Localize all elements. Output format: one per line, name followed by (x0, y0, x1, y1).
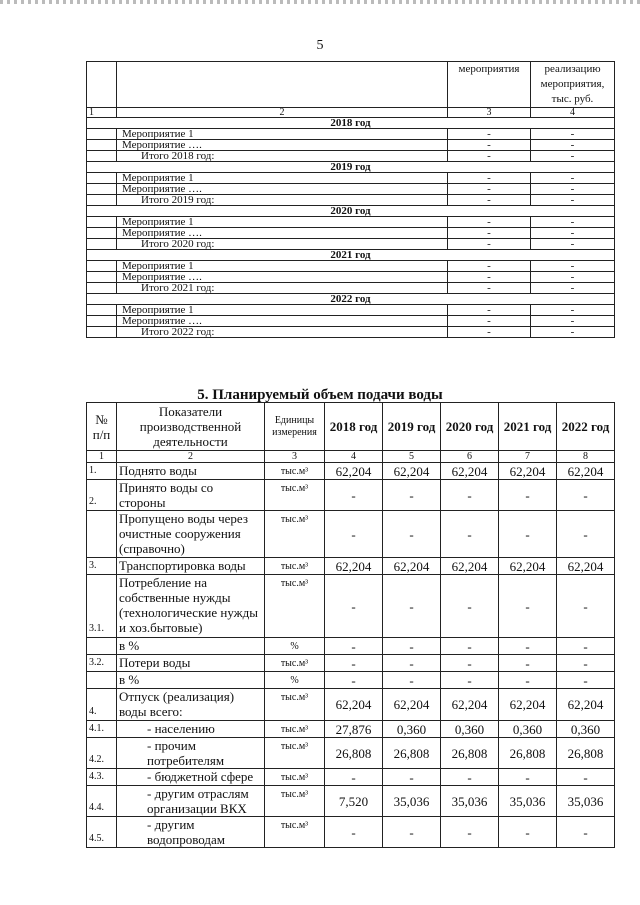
year-group-row (87, 250, 615, 261)
measure-count: - (448, 217, 531, 228)
column-number: 2 (117, 108, 448, 118)
indicator-name: Потери воды (117, 655, 265, 672)
measure-row (87, 228, 615, 239)
value-cell: 62,204 (499, 463, 557, 480)
indicator-name: - населению (117, 721, 265, 738)
measure-cost: - (531, 173, 615, 184)
measure-count: - (448, 184, 531, 195)
measure-row (87, 195, 615, 206)
header-year-2021: 2021 год (499, 403, 557, 451)
value-cell: 62,204 (499, 689, 557, 721)
unit-cell: % (265, 638, 325, 655)
unit-cell: % (265, 672, 325, 689)
value-cell: 35,036 (383, 786, 441, 817)
value-cell: - (441, 511, 499, 558)
measure-count: - (448, 173, 531, 184)
value-cell: - (383, 769, 441, 786)
measure-row (87, 184, 615, 195)
value-cell: - (441, 480, 499, 511)
value-cell: 35,036 (557, 786, 615, 817)
header-measures: мероприятия (448, 62, 531, 108)
year-label: 2019 год (87, 162, 615, 173)
column-number: 3 (265, 451, 325, 463)
year-group-row (87, 294, 615, 305)
value-cell: 0,360 (383, 721, 441, 738)
value-cell: 35,036 (441, 786, 499, 817)
measure-row (87, 283, 615, 294)
row-number: 4.2. (87, 738, 117, 769)
measure-index (87, 195, 117, 206)
measure-index (87, 151, 117, 162)
measure-cost: - (531, 327, 615, 338)
unit-cell: тыс.м³ (265, 575, 325, 638)
column-number: 2 (117, 451, 265, 463)
indicator-row (87, 769, 615, 786)
indicator-name: Пропущено воды через очистные сооружения (справочно) (117, 511, 265, 558)
measure-count: - (448, 327, 531, 338)
row-number: 3.1. (87, 575, 117, 638)
measure-cost: - (531, 316, 615, 327)
value-cell: 62,204 (441, 463, 499, 480)
header-year-2019: 2019 год (383, 403, 441, 451)
indicator-name: Принято воды со стороны (117, 480, 265, 511)
measure-row (87, 316, 615, 327)
value-cell: - (325, 480, 383, 511)
value-cell: 62,204 (325, 689, 383, 721)
unit-cell: тыс.м³ (265, 558, 325, 575)
value-cell: 0,360 (441, 721, 499, 738)
measure-count: - (448, 140, 531, 151)
header-year-2018: 2018 год (325, 403, 383, 451)
row-number (87, 638, 117, 655)
measure-label: Мероприятие …. (117, 184, 448, 195)
unit-cell: тыс.м³ (265, 511, 325, 558)
value-cell: - (499, 511, 557, 558)
measure-label: Мероприятие …. (117, 228, 448, 239)
value-cell: 0,360 (557, 721, 615, 738)
indicator-row (87, 786, 615, 817)
measure-label: Мероприятие 1 (117, 217, 448, 228)
measure-count: - (448, 305, 531, 316)
column-number: 8 (557, 451, 615, 463)
column-number: 4 (531, 108, 615, 118)
page-number: 5 (316, 38, 324, 53)
value-cell: - (499, 575, 557, 638)
measure-count: - (448, 228, 531, 239)
row-number (87, 672, 117, 689)
indicator-row (87, 463, 615, 480)
column-number: 1 (87, 451, 117, 463)
unit-cell: тыс.м³ (265, 721, 325, 738)
measure-row (87, 217, 615, 228)
value-cell: - (383, 672, 441, 689)
year-label: 2022 год (87, 294, 615, 305)
row-number: 1. (87, 463, 117, 480)
indicator-row (87, 511, 615, 558)
unit-cell: тыс.м³ (265, 480, 325, 511)
indicator-row (87, 817, 615, 848)
measure-row (87, 261, 615, 272)
value-cell: - (499, 817, 557, 848)
measure-count: - (448, 283, 531, 294)
header-unit: Единицы измерения (265, 403, 325, 451)
measure-count: - (448, 272, 531, 283)
measure-label: Мероприятие …. (117, 316, 448, 327)
row-number: 4.5. (87, 817, 117, 848)
value-cell: - (557, 817, 615, 848)
measure-row (87, 129, 615, 140)
section-title: 5. Планируемый объем подачи воды (197, 387, 443, 403)
value-cell: 27,876 (325, 721, 383, 738)
header-implementation-cost: реализацию мероприятия, тыс. руб. (531, 62, 615, 108)
measure-row (87, 140, 615, 151)
measure-total-label: Итого 2021 год: (117, 283, 448, 294)
measure-cost: - (531, 239, 615, 250)
measure-label: Мероприятие 1 (117, 305, 448, 316)
value-cell: 62,204 (383, 558, 441, 575)
row-number: 4.4. (87, 786, 117, 817)
measure-index (87, 140, 117, 151)
measure-label: Мероприятие 1 (117, 261, 448, 272)
row-number: 3. (87, 558, 117, 575)
value-cell: - (441, 638, 499, 655)
measure-index (87, 184, 117, 195)
header-year-2022: 2022 год (557, 403, 615, 451)
column-number: 3 (448, 108, 531, 118)
measure-row (87, 327, 615, 338)
value-cell: 62,204 (325, 558, 383, 575)
value-cell: - (325, 817, 383, 848)
value-cell: 62,204 (557, 689, 615, 721)
year-label: 2020 год (87, 206, 615, 217)
value-cell: - (383, 575, 441, 638)
value-cell: 62,204 (557, 463, 615, 480)
measures-table (86, 61, 615, 338)
indicator-row (87, 638, 615, 655)
measure-index (87, 228, 117, 239)
measure-index (87, 173, 117, 184)
year-label: 2018 год (87, 118, 615, 129)
value-cell: 26,808 (499, 738, 557, 769)
unit-cell: тыс.м³ (265, 786, 325, 817)
measure-cost: - (531, 195, 615, 206)
value-cell: - (383, 480, 441, 511)
indicator-name: Транспортировка воды (117, 558, 265, 575)
value-cell: - (383, 638, 441, 655)
unit-cell: тыс.м³ (265, 463, 325, 480)
year-group-row (87, 118, 615, 129)
value-cell: - (557, 672, 615, 689)
indicator-name: Поднято воды (117, 463, 265, 480)
year-label: 2021 год (87, 250, 615, 261)
indicator-row (87, 480, 615, 511)
indicator-row (87, 689, 615, 721)
indicator-name: в % (117, 638, 265, 655)
value-cell: - (383, 655, 441, 672)
value-cell: 26,808 (441, 738, 499, 769)
value-cell: - (557, 480, 615, 511)
value-cell: - (557, 655, 615, 672)
row-number: 3.2. (87, 655, 117, 672)
measure-index (87, 316, 117, 327)
unit-cell: тыс.м³ (265, 738, 325, 769)
unit-cell: тыс.м³ (265, 817, 325, 848)
row-number: 4. (87, 689, 117, 721)
measure-cost: - (531, 217, 615, 228)
value-cell: 62,204 (441, 558, 499, 575)
indicator-name: - бюджетной сфере (117, 769, 265, 786)
measure-label: Мероприятие 1 (117, 173, 448, 184)
value-cell: - (325, 511, 383, 558)
value-cell: 7,520 (325, 786, 383, 817)
measure-count: - (448, 195, 531, 206)
measure-cost: - (531, 151, 615, 162)
indicator-name: в % (117, 672, 265, 689)
value-cell: - (499, 480, 557, 511)
measure-row (87, 151, 615, 162)
indicator-name: Потребление на собственные нужды (технологические нужды и хоз.бытовые) (117, 575, 265, 638)
value-cell: 26,808 (557, 738, 615, 769)
indicator-name: - другим отраслям организации ВКХ (117, 786, 265, 817)
row-number: 4.3. (87, 769, 117, 786)
indicator-row (87, 655, 615, 672)
value-cell: - (383, 817, 441, 848)
measure-index (87, 239, 117, 250)
value-cell: 62,204 (499, 558, 557, 575)
measure-cost: - (531, 283, 615, 294)
measure-index (87, 283, 117, 294)
measure-index (87, 129, 117, 140)
indicator-row (87, 575, 615, 638)
measure-cost: - (531, 272, 615, 283)
column-number: 7 (499, 451, 557, 463)
water-column-numbers (87, 451, 615, 463)
value-cell: 62,204 (383, 689, 441, 721)
indicator-row (87, 672, 615, 689)
indicator-row (87, 738, 615, 769)
measure-row (87, 239, 615, 250)
measure-count: - (448, 261, 531, 272)
value-cell: 0,360 (499, 721, 557, 738)
value-cell: - (557, 769, 615, 786)
value-cell: - (499, 638, 557, 655)
header-cell (117, 62, 448, 108)
value-cell: 62,204 (441, 689, 499, 721)
value-cell: - (499, 769, 557, 786)
row-number: 2. (87, 480, 117, 511)
measure-total-label: Итого 2022 год: (117, 327, 448, 338)
measure-row (87, 272, 615, 283)
year-group-row (87, 206, 615, 217)
measure-label: Мероприятие …. (117, 140, 448, 151)
indicator-name: - другим водопроводам (117, 817, 265, 848)
column-number: 1 (87, 108, 117, 118)
measure-index (87, 305, 117, 316)
measure-count: - (448, 239, 531, 250)
value-cell: - (557, 511, 615, 558)
measure-cost: - (531, 228, 615, 239)
value-cell: 26,808 (325, 738, 383, 769)
value-cell: - (383, 511, 441, 558)
value-cell: - (499, 672, 557, 689)
value-cell: - (325, 638, 383, 655)
measure-cost: - (531, 305, 615, 316)
measure-label: Мероприятие …. (117, 272, 448, 283)
column-number: 4 (325, 451, 383, 463)
water-header-row (87, 403, 615, 451)
value-cell: - (557, 638, 615, 655)
header-num: № п/п (87, 403, 117, 451)
measure-total-label: Итого 2018 год: (117, 151, 448, 162)
value-cell: 35,036 (499, 786, 557, 817)
measures-header-row (87, 62, 615, 108)
column-number: 6 (441, 451, 499, 463)
measure-index (87, 272, 117, 283)
measure-cost: - (531, 261, 615, 272)
measure-cost: - (531, 140, 615, 151)
measure-cost: - (531, 184, 615, 195)
measure-row (87, 173, 615, 184)
measure-index (87, 327, 117, 338)
scan-edge-artifact (0, 0, 640, 4)
column-number: 5 (383, 451, 441, 463)
value-cell: 26,808 (383, 738, 441, 769)
indicator-row (87, 721, 615, 738)
header-year-2020: 2020 год (441, 403, 499, 451)
value-cell: 62,204 (325, 463, 383, 480)
value-cell: 62,204 (557, 558, 615, 575)
header-indicator: Показатели производственной деятельности (117, 403, 265, 451)
value-cell: - (441, 817, 499, 848)
year-group-row (87, 162, 615, 173)
value-cell: - (325, 672, 383, 689)
measure-cost: - (531, 129, 615, 140)
unit-cell: тыс.м³ (265, 769, 325, 786)
measures-column-numbers (87, 108, 615, 118)
value-cell: - (441, 769, 499, 786)
measure-index (87, 217, 117, 228)
indicator-row (87, 558, 615, 575)
measure-index (87, 261, 117, 272)
measure-count: - (448, 151, 531, 162)
value-cell: 62,204 (383, 463, 441, 480)
water-supply-table (86, 402, 615, 848)
unit-cell: тыс.м³ (265, 689, 325, 721)
value-cell: - (325, 769, 383, 786)
measure-count: - (448, 129, 531, 140)
value-cell: - (441, 655, 499, 672)
indicator-name: - прочим потребителям (117, 738, 265, 769)
value-cell: - (325, 575, 383, 638)
unit-cell: тыс.м³ (265, 655, 325, 672)
value-cell: - (325, 655, 383, 672)
measure-count: - (448, 316, 531, 327)
row-number: 4.1. (87, 721, 117, 738)
measure-total-label: Итого 2020 год: (117, 239, 448, 250)
value-cell: - (441, 575, 499, 638)
measure-row (87, 305, 615, 316)
value-cell: - (499, 655, 557, 672)
value-cell: - (557, 575, 615, 638)
header-cell (87, 62, 117, 108)
value-cell: - (441, 672, 499, 689)
row-number (87, 511, 117, 558)
indicator-name: Отпуск (реализация) воды всего: (117, 689, 265, 721)
measure-total-label: Итого 2019 год: (117, 195, 448, 206)
measure-label: Мероприятие 1 (117, 129, 448, 140)
